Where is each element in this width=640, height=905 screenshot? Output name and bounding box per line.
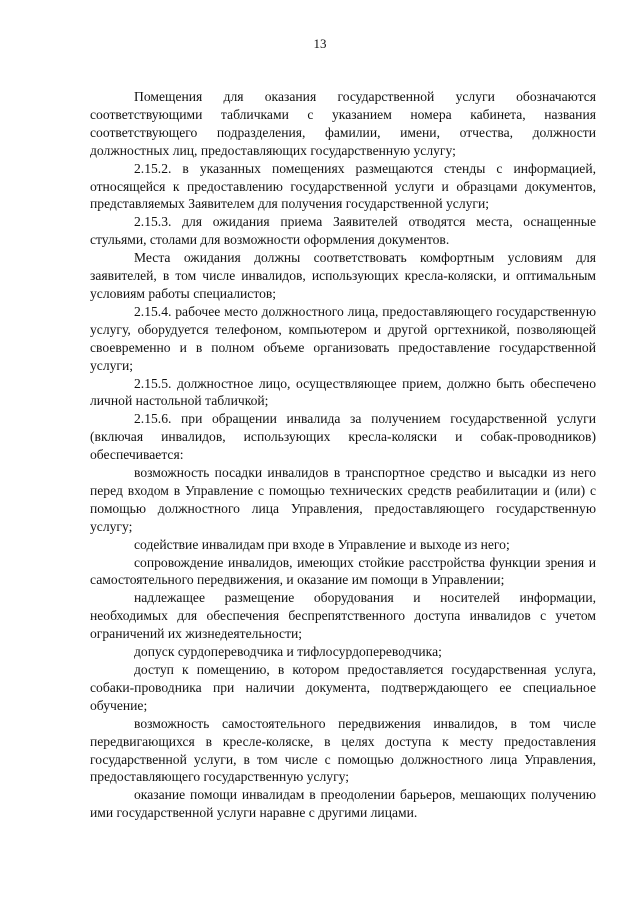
list-item-interpreter-admission: допуск сурдопереводчика и тифлосурдопереводчика; xyxy=(134,644,442,660)
list-item-entrance-assistance: содействие инвалидам при входе в Управление и выходе из него; xyxy=(134,536,510,552)
list-item-escort: сопровождение инвалидов, имеющих стойкие расстройства функции зрения и самостоятельного передвижения, и оказание им помощи в Управлении; xyxy=(90,554,596,588)
paragraph-premises-signage: Помещения для оказания государственной услуги обозначаются соответствующими табличками с указанием номера кабинета, названия соответствующего подразделения, фамилии, имени, отчества, должности должностных лиц, предоставляющих государственную услугу; xyxy=(90,89,596,158)
list-item-guide-dog-access: доступ к помещению, в котором предоставляется государственная услуга, собаки-проводника при наличии документа, подтверждающего ее специальное обучение; xyxy=(90,662,596,713)
paragraph-2-15-5-desk-sign: 2.15.5. должностное лицо, осуществляющее прием, должно быть обеспечено личной настольной табличкой; xyxy=(90,375,596,409)
list-item-vehicle-boarding: возможность посадки инвалидов в транспортное средство и высадки из него перед входом в Управление с помощью технических средств реабилитации и (или) с помощью должностного лица Управления, предоставляющего государственную услугу; xyxy=(90,465,596,534)
list-item-independent-movement: возможность самостоятельного передвижения инвалидов, в том числе передвигающихся в кресле-коляске, в целях доступа к месту предоставления государственной услуги, в том числе с помощью должностного лица Управления, предоставляющего государственную услугу; xyxy=(90,715,596,785)
paragraph-2-15-2-info-stands: 2.15.2. в указанных помещениях размещаются стенды с информацией, относящейся к предоставлению государственной услуги и образцами документов, представляемых Заявителем для получения государственной услуги; xyxy=(90,160,596,212)
paragraph-2-15-3-waiting-places: 2.15.3. для ожидания приема Заявителей отводятся места, оснащенные стульями, столами для возможности оформления документов. xyxy=(90,214,596,248)
paragraph-2-15-4-workplace: 2.15.4. рабочее место должностного лица, предоставляющего государственную услугу, оборудуется телефоном, компьютером и другой оргтехникой, позволяющей своевременно и в полном объеме организовать предоставление государственной услуги; xyxy=(90,303,596,373)
document-body xyxy=(90,88,596,822)
list-item-equipment-placement: надлежащее размещение оборудования и носителей информации, необходимых для обеспечения беспрепятственного доступа инвалидов с учетом ограничений их жизнедеятельности; xyxy=(90,590,596,642)
paragraph-2-15-6-disabled-access: 2.15.6. при обращении инвалида за получением государственной услуги (включая инвалидов, использующих кресла-коляски и собак-проводников) обеспечивается: xyxy=(90,411,596,463)
paragraph-waiting-comfort: Места ожидания должны соответствовать комфортным условиям для заявителей, в том числе инвалидов, использующих кресла-коляски, и оптимальным условиям работы специалистов; xyxy=(90,250,596,301)
page-number: 13 xyxy=(313,36,327,51)
list-item-barrier-assistance: оказание помощи инвалидам в преодолении барьеров, мешающих получению ими государственной услуги наравне с другими лицами. xyxy=(90,787,596,821)
